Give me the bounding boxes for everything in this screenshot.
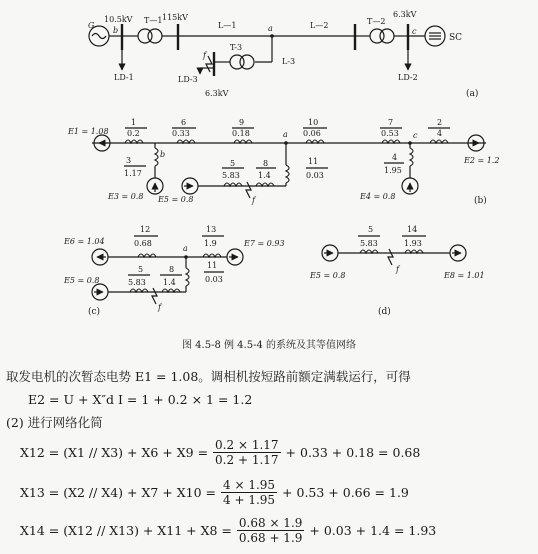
eq-x13-lhs: X13 = (X2 // X4) + X7 + X10 = <box>20 485 216 500</box>
e6-label: E6 = 1.04 <box>64 237 105 246</box>
e3-label: E3 = 0.8 <box>108 192 144 201</box>
e1-label: E1 = 1.08 <box>68 127 109 136</box>
x8-index: 8 <box>263 159 269 168</box>
eq-x13-fraction <box>221 478 277 507</box>
x5-value: 5.83 <box>222 171 240 180</box>
eq-x14-lhs: X14 = (X12 // X13) + X11 + X8 = <box>20 523 232 538</box>
equivalent-network-c <box>63 225 285 317</box>
t3-label: T-3 <box>230 43 243 52</box>
gen-voltage: 10.5kV <box>104 15 133 24</box>
equation-x12 <box>20 438 420 467</box>
kv115-label: 115kV <box>162 13 188 22</box>
x9-index: 9 <box>239 118 245 127</box>
e2-label: E2 = 1.2 <box>464 156 500 165</box>
x14-index: 14 <box>407 225 418 234</box>
tag-c: (c) <box>88 307 101 317</box>
x6-index: 6 <box>181 118 187 127</box>
x1-index: 1 <box>131 118 137 127</box>
eq-x12-denominator: 0.2 + 1.17 <box>215 453 279 467</box>
eq-x13-numerator: 4 × 1.95 <box>223 478 276 492</box>
x2-value: 4 <box>437 129 443 138</box>
l2-label: L—2 <box>310 21 329 30</box>
x10-value: 0.06 <box>303 129 321 138</box>
step-2-heading: (2) 进行网络化简 <box>6 415 103 430</box>
node-c-b: c <box>413 131 418 140</box>
equivalent-network-d <box>309 225 485 317</box>
x11-index-c: 11 <box>207 261 218 270</box>
x7-index: 7 <box>388 118 394 127</box>
fault-label-b: f <box>252 196 255 205</box>
fault-label-d: f <box>396 265 399 274</box>
x5-index-d: 5 <box>368 225 374 234</box>
node-a-b: a <box>283 130 288 139</box>
eq-x14-fraction <box>237 516 305 545</box>
x4-index: 4 <box>392 153 398 162</box>
x11-index: 11 <box>308 157 319 166</box>
node-a-c: a <box>183 244 188 253</box>
eq-x14-rhs: + 0.03 + 1.4 = 1.93 <box>309 523 437 538</box>
eq-x12-lhs: X12 = (X1 // X3) + X6 + X9 = <box>20 445 209 460</box>
x7-value: 0.53 <box>381 129 399 138</box>
x9-value: 0.18 <box>232 129 250 138</box>
fault-label-c: f <box>158 303 161 312</box>
e5-label-c: E5 = 0.8 <box>64 276 100 285</box>
x2-index: 2 <box>437 118 443 127</box>
tag-b: (b) <box>474 196 487 206</box>
eq-x13-denominator: 4 + 1.95 <box>223 493 276 507</box>
figure-caption: 图 4.5-8 例 4.5-4 的系统及其等值网络 <box>181 340 356 351</box>
x3-value: 1.17 <box>124 169 142 178</box>
x13-index: 13 <box>206 225 217 234</box>
fault-f-b <box>246 182 251 198</box>
eq-x12-numerator: 0.2 × 1.17 <box>215 438 279 452</box>
x4-value: 1.95 <box>384 166 402 175</box>
eq-x14-numerator: 0.68 × 1.9 <box>238 516 303 530</box>
fault-label-a: f <box>203 51 206 60</box>
l1-label: L—1 <box>218 21 237 30</box>
x11-value: 0.03 <box>306 171 324 180</box>
node-b-b: b <box>160 150 166 159</box>
x6-value: 0.33 <box>172 129 190 138</box>
x14-value: 1.93 <box>404 239 422 248</box>
fault-f-c <box>152 288 157 304</box>
equation-e2: E2 = U + X″d I = 1 + 0.2 × 1 = 1.2 <box>28 392 253 407</box>
fault-f-marker <box>206 56 212 72</box>
l3-label: L-3 <box>282 57 296 66</box>
eq-x12-fraction <box>213 438 281 467</box>
node-a-label: a <box>268 24 273 33</box>
fault-f-d <box>388 249 393 265</box>
node-b-label: b <box>113 26 119 35</box>
e5-label-d: E5 = 0.8 <box>310 271 346 280</box>
ld3-label: LD-3 <box>178 75 198 84</box>
equivalent-network-b <box>67 118 499 206</box>
x5-index: 5 <box>230 159 236 168</box>
x5-index-c: 5 <box>138 265 144 274</box>
x5-value-d: 5.83 <box>360 239 378 248</box>
gen-label: G <box>88 21 95 30</box>
x1-value: 0.2 <box>127 129 140 138</box>
node-c-label: c <box>412 27 417 36</box>
e7-label: E7 = 0.93 <box>244 239 285 248</box>
x13-value: 1.9 <box>204 239 217 248</box>
x8-value: 1.4 <box>258 171 271 180</box>
e5-label-b: E5 = 0.8 <box>158 195 194 204</box>
e4-label: E4 = 0.8 <box>360 192 396 201</box>
sc-label: SC <box>449 33 463 43</box>
system-diagram-a <box>88 10 478 99</box>
t1-label: T—1 <box>144 16 163 25</box>
tag-d: (d) <box>378 307 391 317</box>
kv63-top-label: 6.3kV <box>393 10 417 19</box>
x8-index-c: 8 <box>169 265 175 274</box>
x5-value-c: 5.83 <box>128 278 146 287</box>
equation-x14 <box>20 516 436 545</box>
t2-label: T—2 <box>367 17 386 26</box>
eq-x14-denominator: 0.68 + 1.9 <box>238 531 303 545</box>
kv63-bottom-label: 6.3kV <box>205 89 229 98</box>
x11-value-c: 0.03 <box>205 275 223 284</box>
x12-value: 0.68 <box>134 239 152 248</box>
x8-value-c: 1.4 <box>163 278 176 287</box>
eq-x12-rhs: + 0.33 + 0.18 = 0.68 <box>285 445 421 460</box>
equation-x13 <box>20 478 409 507</box>
tag-a: (a) <box>466 89 479 99</box>
eq-x13-rhs: + 0.53 + 0.66 = 1.9 <box>282 485 409 500</box>
ld2-label: LD-2 <box>398 73 418 82</box>
ld1-label: LD-1 <box>114 73 134 82</box>
e8-label: E8 = 1.01 <box>444 271 485 280</box>
x10-index: 10 <box>308 118 319 127</box>
paragraph-emf: 取发电机的次暂态电势 E1 = 1.08。调相机按短路前额定满载运行，可得 <box>6 369 411 384</box>
x3-index: 3 <box>126 156 132 165</box>
x12-index: 12 <box>140 225 151 234</box>
